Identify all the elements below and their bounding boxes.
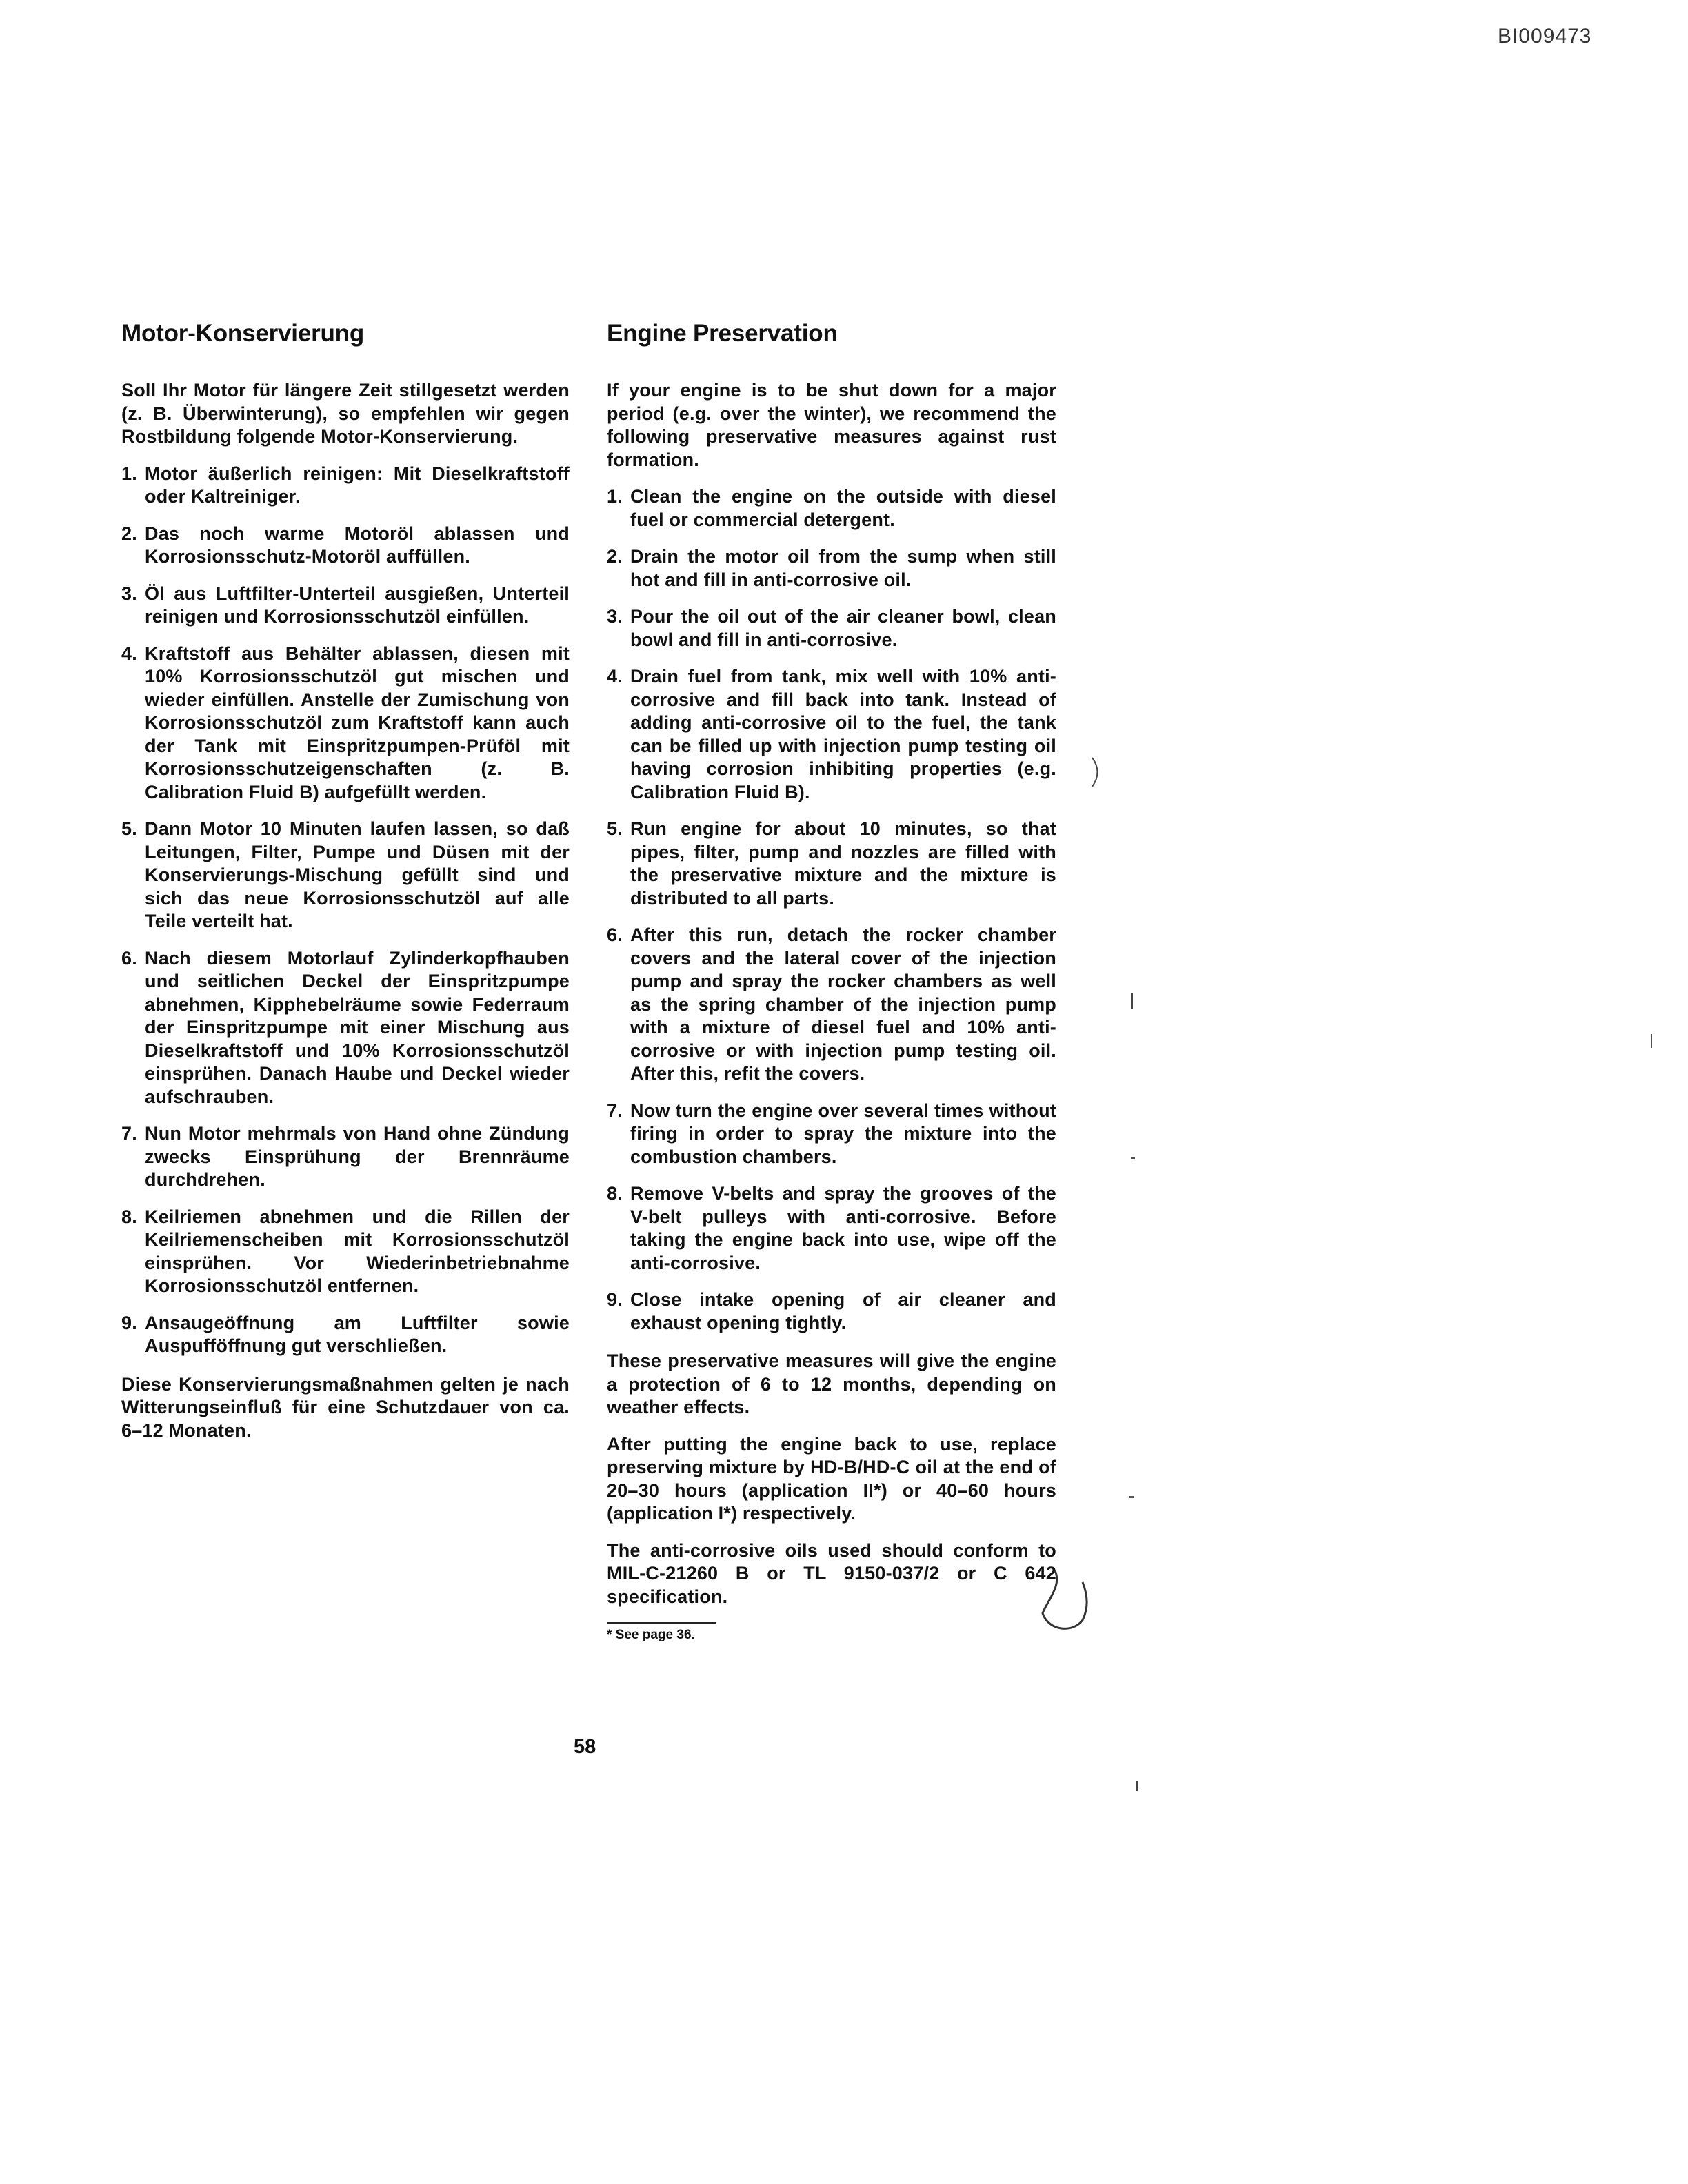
english-step <box>607 1288 1056 1335</box>
step-text: Keilriemen abnehmen und die Rillen der Keilriemenscheiben mit Korrosionsschutzöl einsprühen. Vor Wiederinbetriebnahme Korrosionsschutzöl entfernen. <box>145 1206 570 1296</box>
step-text: Kraftstoff aus Behälter ablassen, diesen mit 10% Korrosionsschutzöl gut mischen und wieder einfüllen. Anstelle der Zumischung von Korrosionsschutzöl zum Kraftstoff kann auch der Tank mit Einspritzpumpen-Prüföl mit Korrosionsschutzeigenschaften (z. B. Calibration Fluid B) aufgefüllt werden. <box>145 643 570 802</box>
step-number: 1. <box>121 463 137 484</box>
german-step <box>121 1312 570 1358</box>
english-step <box>607 545 1056 592</box>
step-number: 3. <box>607 606 623 627</box>
german-step <box>121 583 570 629</box>
german-step <box>121 1206 570 1298</box>
step-number: 9. <box>121 1312 137 1333</box>
german-step <box>121 947 570 1109</box>
step-number: 8. <box>607 1183 623 1204</box>
german-step <box>121 463 570 509</box>
step-number: 6. <box>121 947 137 969</box>
german-step <box>121 818 570 933</box>
german-steps <box>121 463 570 1358</box>
step-number: 4. <box>607 666 623 687</box>
step-number: 7. <box>607 1100 623 1121</box>
step-number: 7. <box>121 1123 137 1144</box>
english-intro: If your engine is to be shut down for a major period (e.g. over the winter), we recommend the following preservative measures against rust formation. <box>607 380 1056 470</box>
step-number: 2. <box>121 523 137 544</box>
step-number: 2. <box>607 546 623 567</box>
english-closing-protection: These preservative measures will give the engine a protection of 6 to 12 months, depending on weather effects. <box>607 1351 1056 1417</box>
footnote-divider <box>607 1622 716 1624</box>
english-step <box>607 485 1056 532</box>
step-number: 4. <box>121 643 137 664</box>
scan-bracket-mark <box>1034 1565 1096 1641</box>
step-text: Remove V-belts and spray the grooves of the V-belt pulleys with anti-corrosive. Before taking the engine back into use, wipe off the anti-corrosive. <box>630 1183 1056 1273</box>
scan-speck <box>1136 1781 1138 1791</box>
step-number: 5. <box>607 818 623 839</box>
step-text: Run engine for about 10 minutes, so that pipes, filter, pump and nozzles are filled with the preservative mixture and the mixture is distributed to all parts. <box>630 818 1056 909</box>
step-number: 3. <box>121 583 137 604</box>
step-number: 5. <box>121 818 137 839</box>
german-column <box>121 320 570 1456</box>
english-step <box>607 1100 1056 1169</box>
step-text: Öl aus Luftfilter-Unterteil ausgießen, Unterteil reinigen und Korrosionsschutzöl einfüllen. <box>145 583 570 627</box>
german-step <box>121 1122 570 1192</box>
footnote: * See page 36. <box>607 1628 695 1642</box>
step-text: Drain fuel from tank, mix well with 10% anti-corrosive and fill back into tank. Instead of adding anti-corrosive oil to the fuel, the tank can be filled up with injection pump testing oil having corrosion inhibiting properties (e.g. Calibration Fluid B). <box>630 666 1056 802</box>
german-step <box>121 523 570 569</box>
step-text: Ansaugeöffnung am Luftfilter sowie Auspufföffnung gut verschließen. <box>145 1312 570 1356</box>
step-text: Motor äußerlich reinigen: Mit Dieselkraftstoff oder Kaltreiniger. <box>145 463 570 507</box>
english-column <box>607 320 1056 1643</box>
english-title: Engine Preservation <box>607 320 838 347</box>
step-text: Nach diesem Motorlauf Zylinderkopfhauben und seitlichen Deckel der Einspritzpumpe abnehmen, Kipphebelräume sowie Federraum der Einspritzpumpe mit einer Mischung aus Dieselkraftstoff und 10% Korrosionsschutzöl einsprühen. Danach Haube und Deckel wieder aufschrauben. <box>145 947 570 1107</box>
scan-speck <box>1131 993 1133 1009</box>
german-closing: Diese Konservierungsmaßnahmen gelten je nach Witterungseinfluß für eine Schutzdauer von ca. 6–12 Monaten. <box>121 1373 570 1441</box>
document-id: BI009473 <box>1498 25 1592 48</box>
english-step <box>607 924 1056 1086</box>
english-step <box>607 818 1056 910</box>
step-text: Nun Motor mehrmals von Hand ohne Zündung zwecks Einsprühung der Brennräume durchdrehen. <box>145 1123 570 1190</box>
german-step <box>121 643 570 805</box>
english-steps <box>607 485 1056 1335</box>
english-closing-oil-change: After putting the engine back to use, replace preserving mixture by HD-B/HD-C oil at the end of 20–30 hours (application II*) or 40–60 hours (application I*) respectively. <box>607 1433 1056 1524</box>
english-step <box>607 605 1056 651</box>
step-number: 1. <box>607 486 623 507</box>
step-text: Now turn the engine over several times without firing in order to spray the mixture into the combustion chambers. <box>630 1100 1056 1167</box>
step-number: 8. <box>121 1206 137 1227</box>
step-text: Clean the engine on the outside with diesel fuel or commercial detergent. <box>630 486 1056 530</box>
german-intro: Soll Ihr Motor für längere Zeit stillgesetzt werden (z. B. Überwinterung), so empfehlen wir gegen Rostbildung folgende Motor-Konservierung. <box>121 380 570 447</box>
step-text: Dann Motor 10 Minuten laufen lassen, so daß Leitungen, Filter, Pumpe und Düsen mit der Konservierungs-Mischung gefüllt sind und sich das neue Korrosionsschutzöl auf alle Teile verteilt hat. <box>145 818 570 931</box>
step-number: 9. <box>607 1289 623 1310</box>
scan-paren-mark <box>1089 755 1103 789</box>
step-text: After this run, detach the rocker chamber covers and the lateral cover of the injection pump and spray the rocker chambers as well as the spring chamber of the injection pump with a mixture of diesel fuel and 10% anti-corrosive or with injection pump testing oil. After this, refit the covers. <box>630 924 1056 1084</box>
english-step <box>607 1182 1056 1275</box>
step-number: 6. <box>607 924 623 945</box>
step-text: Close intake opening of air cleaner and exhaust opening tightly. <box>630 1289 1056 1333</box>
german-title: Motor-Konservierung <box>121 320 365 347</box>
scan-speck <box>1131 1157 1135 1159</box>
step-text: Pour the oil out of the air cleaner bowl, clean bowl and fill in anti-corrosive. <box>630 606 1056 650</box>
english-closing-specification: The anti-corrosive oils used should conform to MIL-C-21260 B or TL 9150-037/2 or C 642 specification. <box>607 1539 1056 1607</box>
step-text: Drain the motor oil from the sump when still hot and fill in anti-corrosive oil. <box>630 546 1056 590</box>
step-text: Das noch warme Motoröl ablassen und Korrosionsschutz-Motoröl auffüllen. <box>145 523 570 567</box>
english-step <box>607 665 1056 804</box>
scan-speck <box>1129 1496 1134 1498</box>
scan-speck <box>1651 1034 1652 1048</box>
page-number: 58 <box>574 1736 596 1758</box>
